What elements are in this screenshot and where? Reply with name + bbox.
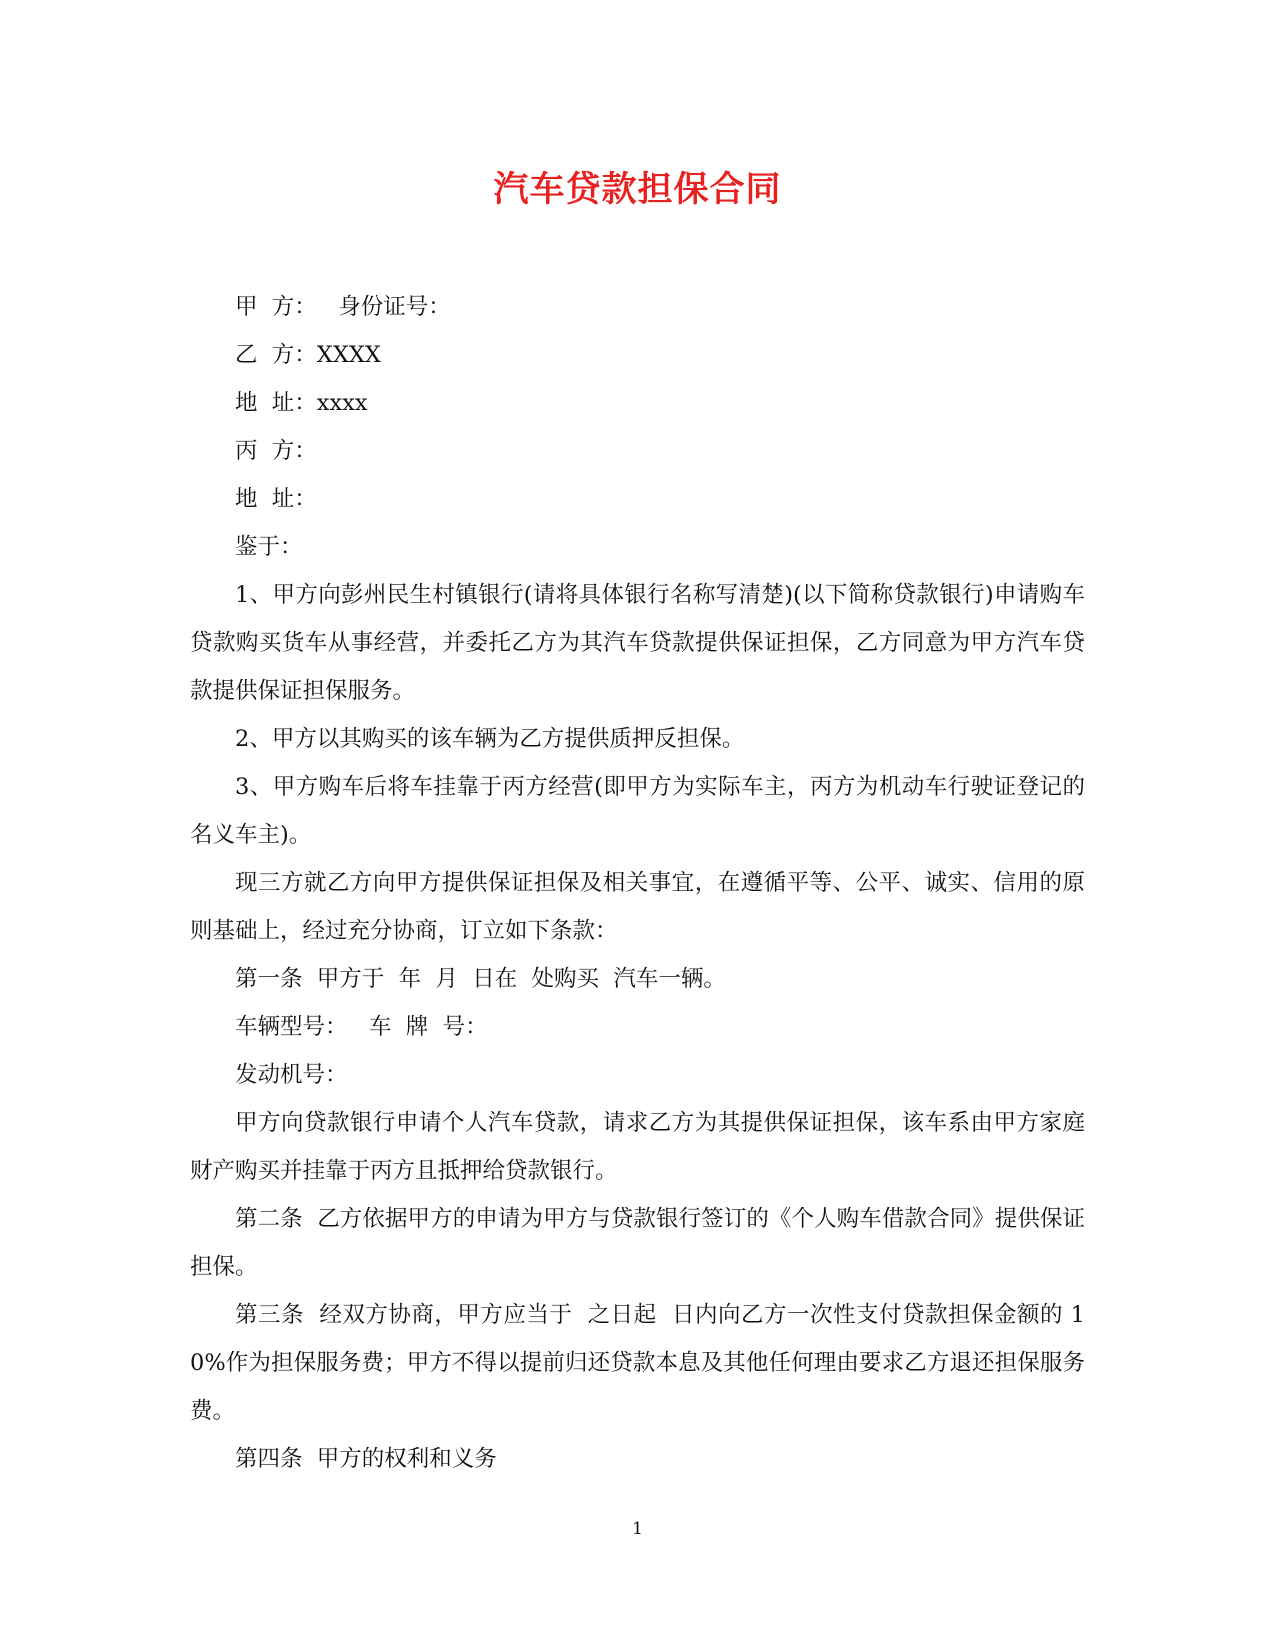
paragraph-agreement-intro: 现三方就乙方向甲方提供保证担保及相关事宜，在遵循平等、公平、诚实、信用的原则基础上，经过充分协商，订立如下条款：	[190, 870, 1085, 944]
paragraph-article-4: 第四条 甲方的权利和义务	[235, 1446, 497, 1472]
paragraph-engine-number: 发动机号：	[235, 1062, 348, 1088]
paragraph-party-c-address: 地 址：	[235, 486, 317, 512]
paragraph-party-b-address: 地 址：xxxx	[235, 390, 368, 416]
paragraph-whereas-1: 1、甲方向彭州民生村镇银行(请将具体银行名称写清楚)(以下简称贷款银行)申请购车贷款购买货车从事经营，并委托乙方为其汽车贷款提供保证担保，乙方同意为甲方汽车贷款提供保证担保服务。	[190, 582, 1085, 704]
paragraph-whereas-2: 2、甲方以其购买的该车辆为乙方提供质押反担保。	[235, 726, 745, 752]
paragraph-vehicle-model: 车辆型号： 车 牌 号：	[235, 1014, 488, 1040]
paragraph-party-a: 甲 方： 身份证号：	[235, 294, 451, 320]
paragraph-party-c: 丙 方：	[235, 438, 317, 464]
paragraph-whereas-3: 3、甲方购车后将车挂靠于丙方经营(即甲方为实际车主，丙方为机动车行驶证登记的名义车主)。	[190, 774, 1085, 848]
paragraph-whereas: 鉴于：	[235, 534, 303, 560]
paragraph-article-1: 第一条 甲方于 年 月 日在 处购买 汽车一辆。	[235, 966, 726, 992]
paragraph-article-2: 第二条 乙方依据甲方的申请为甲方与贷款银行签订的《个人购车借款合同》提供保证担保。	[190, 1206, 1085, 1280]
document-title: 汽车贷款担保合同	[493, 169, 782, 210]
paragraph-article-3: 第三条 经双方协商，甲方应当于 之日起 日内向乙方一次性支付贷款担保金额的 10%作为担保服务费；甲方不得以提前归还贷款本息及其他任何理由要求乙方退还担保服务费。	[190, 1302, 1085, 1424]
page-number: 1	[632, 1519, 643, 1539]
document-body	[190, 283, 1085, 1483]
paragraph-loan-request: 甲方向贷款银行申请个人汽车贷款，请求乙方为其提供保证担保，该车系由甲方家庭财产购买并挂靠于丙方且抵押给贷款银行。	[190, 1110, 1085, 1184]
paragraph-party-b: 乙 方：XXXX	[235, 342, 381, 368]
